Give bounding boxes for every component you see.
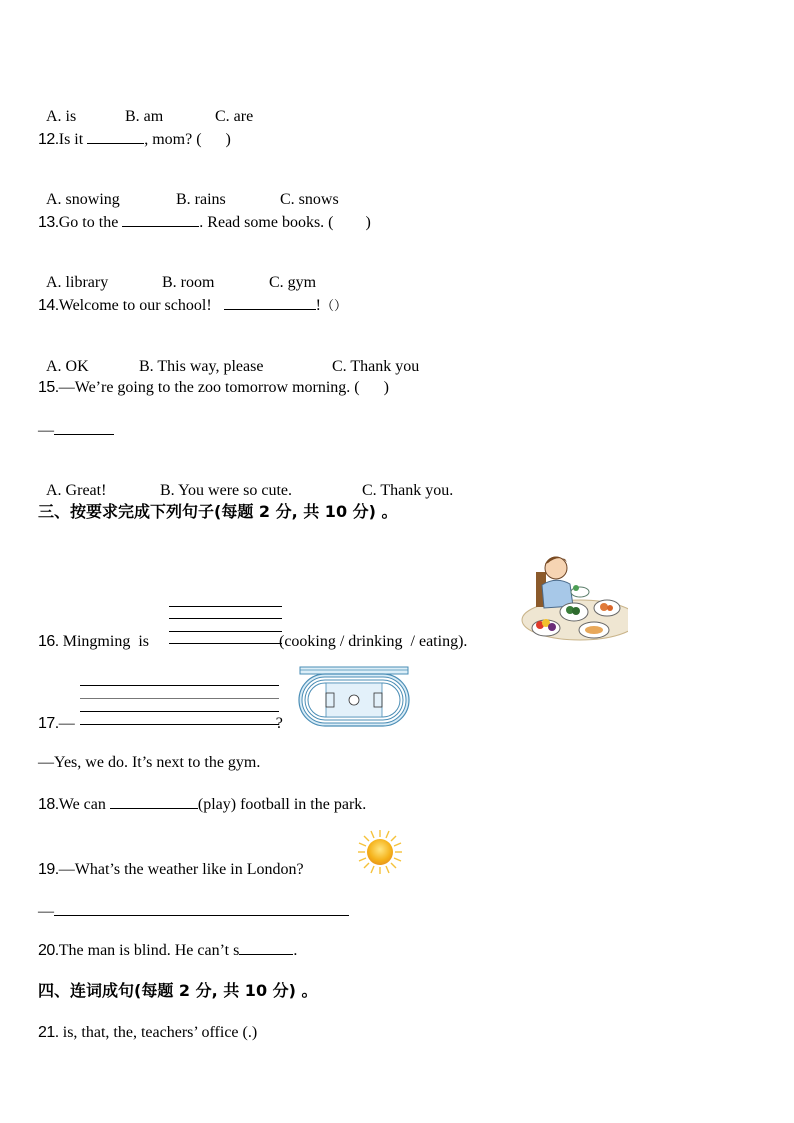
question-17 <box>38 714 283 734</box>
q15-options <box>38 461 453 501</box>
q13-option-b: B. room <box>162 274 215 291</box>
question-number: 21. <box>38 1024 59 1041</box>
q13-option-c: C. gym <box>269 274 317 291</box>
boy-eating-illustration <box>518 550 628 645</box>
q12-options <box>38 170 339 210</box>
q19-response-line <box>38 898 349 922</box>
q14-options <box>38 337 419 377</box>
question-text: (play) football in the park. <box>197 796 367 813</box>
sun-icon <box>356 828 404 876</box>
question-number: 12. <box>38 131 59 148</box>
q15-option-c: C. Thank you. <box>362 482 454 499</box>
q14-option-a: A. OK <box>46 358 89 375</box>
question-12 <box>38 129 231 150</box>
question-text: is, that, the, teachers’ office (.) <box>58 1024 258 1041</box>
q14-option-c: C. Thank you <box>332 358 420 375</box>
question-text: Is it <box>58 131 88 148</box>
question-mark: ? <box>275 715 283 732</box>
question-text: The man is blind. He can’t s <box>58 942 240 959</box>
q17-answer: —Yes, we do. It’s next to the gym. <box>38 754 261 771</box>
question-19 <box>38 860 304 880</box>
question-13 <box>38 212 371 233</box>
question-20 <box>38 940 297 961</box>
question-text: (cooking / drinking / eating). <box>270 633 468 650</box>
question-text: Go to the <box>58 214 123 231</box>
q11-option-a: A. is <box>46 108 77 125</box>
question-14 <box>38 295 347 317</box>
q13-option-a: A. library <box>46 274 109 291</box>
playground-track-illustration <box>297 666 411 728</box>
q11-options <box>38 87 253 127</box>
question-21 <box>38 1023 257 1043</box>
question-number: 15. <box>38 379 59 396</box>
question-15 <box>38 378 389 398</box>
question-18 <box>38 794 366 815</box>
answer-blank[interactable] <box>87 129 144 144</box>
q11-option-b: B. am <box>125 108 164 125</box>
answer-bracket: （） <box>320 299 347 314</box>
question-text: Welcome to our school! <box>58 297 224 314</box>
question-text: We can <box>58 796 110 813</box>
question-text: . Read some books. ( ) <box>199 214 371 231</box>
q15-response-line <box>38 420 114 441</box>
question-number: 13. <box>38 214 59 231</box>
answer-blank[interactable] <box>122 212 199 227</box>
question-16 <box>38 632 467 652</box>
question-text: —We’re going to the zoo tomorrow morning. ( ) <box>58 379 389 396</box>
question-number: 20. <box>38 942 59 959</box>
dialogue-dash: — <box>38 422 54 439</box>
q12-option-c: C. snows <box>280 191 339 208</box>
dialogue-dash: — <box>58 715 75 732</box>
question-number: 16. <box>38 633 59 650</box>
question-text: . <box>293 942 298 959</box>
q15-option-a: A. Great! <box>46 482 107 499</box>
section-3-heading: 三、按要求完成下列句子(每题 2 分, 共 10 分) 。 <box>38 502 398 521</box>
q12-option-b: B. rains <box>176 191 226 208</box>
answer-blank[interactable] <box>54 420 114 435</box>
question-number: 18. <box>38 796 59 813</box>
q12-option-a: A. snowing <box>46 191 120 208</box>
answer-blank[interactable] <box>239 940 293 955</box>
section-4-heading: 四、连词成句(每题 2 分, 共 10 分) 。 <box>38 981 318 1000</box>
answer-blank[interactable] <box>110 794 198 809</box>
q11-option-c: C. are <box>215 108 254 125</box>
q15-option-b: B. You were so cute. <box>160 482 292 499</box>
question-text: —What’s the weather like in London? <box>58 861 304 878</box>
question-number: 14. <box>38 297 59 314</box>
question-number: 17. <box>38 715 59 732</box>
dialogue-dash: — <box>38 903 54 920</box>
q14-option-b: B. This way, please <box>139 358 264 375</box>
question-number: 19. <box>38 861 59 878</box>
answer-blank[interactable] <box>54 898 349 916</box>
q13-options <box>38 253 316 293</box>
question-text: , mom? ( ) <box>144 131 231 148</box>
answer-blank[interactable] <box>224 295 316 310</box>
question-text: ! <box>315 297 321 314</box>
question-text: Mingming is <box>58 633 153 650</box>
